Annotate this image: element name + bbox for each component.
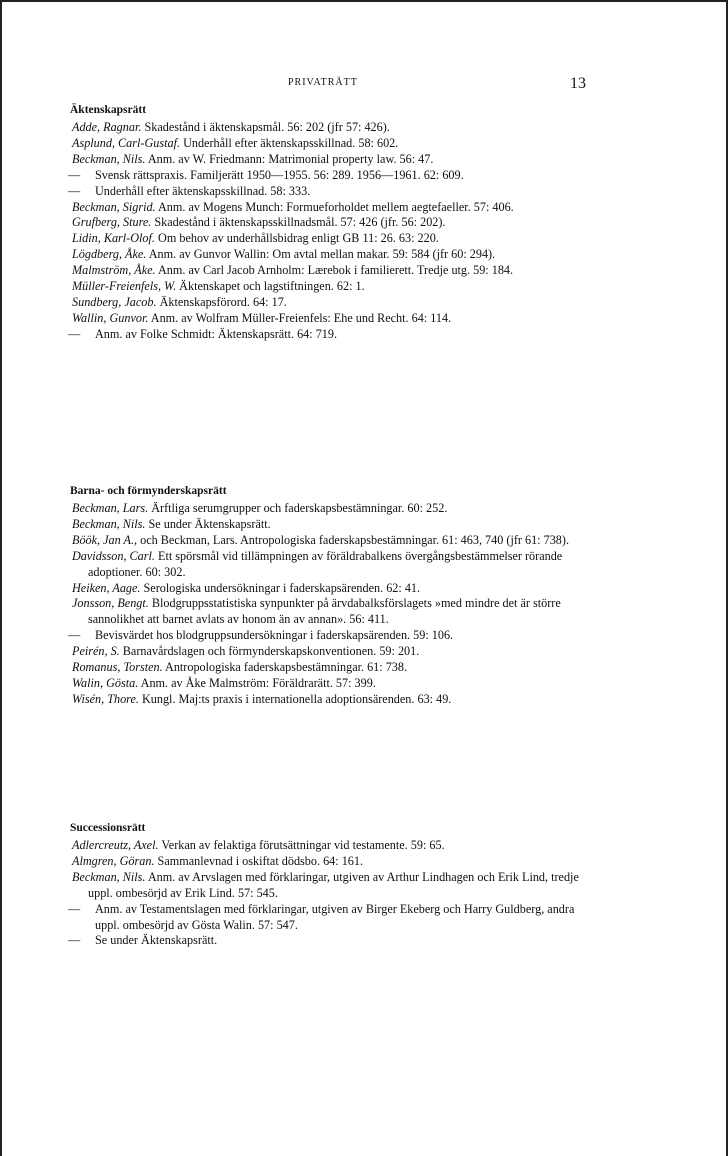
- entry-text: Serologiska undersökningar i faderskapsärenden. 62: 41.: [140, 580, 421, 595]
- page-border-left: [0, 0, 2, 1156]
- entry-text: Om behov av underhållsbidrag enligt GB 11: 26. 63: 220.: [154, 231, 439, 246]
- section-heading: Äktenskapsrätt: [70, 104, 147, 116]
- bibliography-entry: [68, 676, 588, 692]
- entry-author: Sundberg, Jacob.: [72, 294, 157, 309]
- bibliography-entry: [68, 838, 588, 854]
- entry-author: Davidsson, Carl.: [72, 548, 155, 563]
- entry-text: Verkan av felaktiga förutsättningar vid testamente. 59: 65.: [158, 838, 445, 852]
- entry-author: Lidin, Karl-Olof.: [72, 231, 155, 246]
- section-barna-och-formynderskapsratt: [68, 485, 588, 708]
- entry-text: Se under Äktenskapsrätt.: [145, 516, 271, 531]
- entry-author: Grufberg, Sture.: [72, 215, 152, 230]
- running-header: PRIVATRÄTT: [288, 77, 358, 88]
- entry-author: Beckman, Nils.: [72, 516, 146, 531]
- bibliography-entry: [68, 549, 588, 581]
- entry-text: och Beckman, Lars. Antropologiska faderskapsbestämningar. 61: 463, 740 (jfr 61: 738).: [137, 532, 569, 547]
- ditto-dash: —: [68, 183, 81, 198]
- bibliography-entry: [68, 215, 588, 231]
- bibliography-entry-continued: [68, 933, 588, 949]
- entry-text: Äktenskapsförord. 64: 17.: [156, 294, 287, 309]
- bibliography-entry: [68, 263, 588, 279]
- entry-author: Peirén, S.: [72, 644, 120, 659]
- bibliography-entry: [68, 870, 588, 902]
- entry-text: Svensk rättspraxis. Familjerätt 1950—1955. 56: 289. 1956—1961. 62: 609.: [95, 167, 464, 182]
- entry-text: Underhåll efter äktenskapsskillnad. 58: 333.: [95, 183, 311, 198]
- entry-author: Beckman, Sigrid.: [72, 199, 156, 214]
- bibliography-entry: [68, 152, 588, 168]
- entry-text: Kungl. Maj:ts praxis i internationella adoptionsärenden. 63: 49.: [138, 691, 452, 706]
- bibliography-entry: [68, 279, 588, 295]
- entry-text: Anm. av Folke Schmidt: Äktenskapsrätt. 64: 719.: [95, 326, 338, 341]
- entry-text: Skadestånd i äktenskapsskillnadsmål. 57: 426 (jfr. 56: 202).: [151, 215, 446, 230]
- section-heading: Barna- och förmynderskapsrätt: [70, 485, 227, 497]
- bibliography-entry: [68, 501, 588, 517]
- entry-author: Adlercreutz, Axel.: [72, 838, 159, 852]
- entry-text: Barnavårdslagen och förmynderskapskonventionen. 59: 201.: [119, 644, 420, 659]
- entry-text: Anm. av Carl Jacob Arnholm: Lærebok i familierett. Tredje utg. 59: 184.: [155, 263, 514, 278]
- bibliography-entry-continued: [68, 168, 588, 184]
- entry-text: Anm. av W. Friedmann: Matrimonial property law. 56: 47.: [145, 151, 434, 166]
- ditto-dash: —: [68, 901, 81, 916]
- bibliography-entry: [68, 295, 588, 311]
- entry-author: Almgren, Göran.: [72, 853, 155, 868]
- entry-author: Müller-Freienfels, W.: [72, 279, 177, 294]
- entry-author: Adde, Ragnar.: [72, 120, 142, 134]
- bibliography-entry-continued: [68, 184, 588, 200]
- entry-author: Lögdberg, Åke.: [72, 247, 147, 262]
- entry-text: Anm. av Testamentslagen med förklaringar, utgiven av Birger Ekeberg och Harry Guldberg, andra uppl. ombesörjd av Gösta Walin. 57: 547.: [95, 901, 575, 932]
- entry-author: Beckman, Lars.: [72, 501, 149, 515]
- entry-author: Jonsson, Bengt.: [72, 596, 149, 611]
- bibliography-entry: [68, 247, 588, 263]
- bibliography-entry: [68, 660, 588, 676]
- bibliography-entry-continued: [68, 628, 588, 644]
- entry-author: Romanus, Torsten.: [72, 660, 163, 675]
- bibliography-entry: [68, 854, 588, 870]
- ditto-dash: —: [68, 326, 81, 341]
- bibliography-entry: [68, 200, 588, 216]
- section-aktenskapsratt: [68, 104, 588, 343]
- bibliography-entry: [68, 581, 588, 597]
- page-border-top: [0, 0, 728, 2]
- bibliography-entry: [68, 311, 588, 327]
- section-successionsratt: [68, 822, 588, 949]
- ditto-dash: —: [68, 628, 81, 643]
- bibliography-entry-continued: [68, 902, 588, 934]
- entry-author: Beckman, Nils.: [72, 869, 146, 884]
- ditto-dash: —: [68, 933, 81, 948]
- entry-author: Malmström, Åke.: [72, 263, 156, 278]
- bibliography-entry: [68, 120, 588, 136]
- section-heading: Successionsrätt: [70, 822, 146, 834]
- ditto-dash: —: [68, 167, 81, 182]
- bibliography-entry: [68, 533, 588, 549]
- bibliography-entry-continued: [68, 327, 588, 343]
- entry-author: Walin, Gösta.: [72, 675, 139, 690]
- entry-author: Heiken, Aage.: [72, 580, 141, 595]
- entry-text: Anm. av Gunvor Wallin: Om avtal mellan makar. 59: 584 (jfr 60: 294).: [146, 247, 496, 262]
- entry-text: Skadestånd i äktenskapsmål. 56: 202 (jfr 57: 426).: [141, 120, 390, 134]
- entry-text: Sammanlevnad i oskiftat dödsbo. 64: 161.: [154, 853, 364, 868]
- entry-author: Böök, Jan A.,: [72, 532, 138, 547]
- entry-text: Äktenskapet och lagstiftningen. 62: 1.: [176, 279, 365, 294]
- entry-author: Wallin, Gunvor.: [72, 310, 149, 325]
- bibliography-entry: [68, 517, 588, 533]
- entry-text: Anm. av Wolfram Müller-Freienfels: Ehe und Recht. 64: 114.: [148, 310, 452, 325]
- bibliography-entry: [68, 596, 588, 628]
- entry-text: Blodgruppsstatistiska synpunkter på ärvdabalksförslagets »med mindre det är större sannolikhet att barnet avlats av honom än av annan». 56: 411.: [88, 596, 561, 627]
- entry-text: Underhåll efter äktenskapsskillnad. 58: 602.: [180, 135, 399, 150]
- entry-text: Ett spörsmål vid tillämpningen av föräldrabalkens övergångsbestämmelser rörande adoptioner. 60: 302.: [88, 548, 563, 579]
- entry-text: Anm. av Arvslagen med förklaringar, utgiven av Arthur Lindhagen och Erik Lind, tredje uppl. ombesörjd av Erik Lind. 57: 545.: [88, 869, 579, 900]
- entry-author: Beckman, Nils.: [72, 151, 146, 166]
- entry-text: Se under Äktenskapsrätt.: [95, 933, 218, 948]
- page-number: 13: [570, 75, 586, 92]
- entry-text: Ärftliga serumgrupper och faderskapsbestämningar. 60: 252.: [148, 501, 448, 515]
- entry-author: Wisén, Thore.: [72, 691, 139, 706]
- entry-author: Asplund, Carl-Gustaf.: [72, 135, 181, 150]
- bibliography-entry: [68, 692, 588, 708]
- entry-text: Anm. av Mogens Munch: Formueforholdet mellem aegtefaeller. 57: 406.: [155, 199, 514, 214]
- entry-text: Anm. av Åke Malmström: Föräldrarätt. 57: 399.: [138, 675, 376, 690]
- bibliography-entry: [68, 136, 588, 152]
- bibliography-entry: [68, 644, 588, 660]
- entry-text: Antropologiska faderskapsbestämningar. 61: 738.: [162, 660, 408, 675]
- bibliography-entry: [68, 231, 588, 247]
- entry-text: Bevisvärdet hos blodgruppsundersökningar i faderskapsärenden. 59: 106.: [95, 628, 454, 643]
